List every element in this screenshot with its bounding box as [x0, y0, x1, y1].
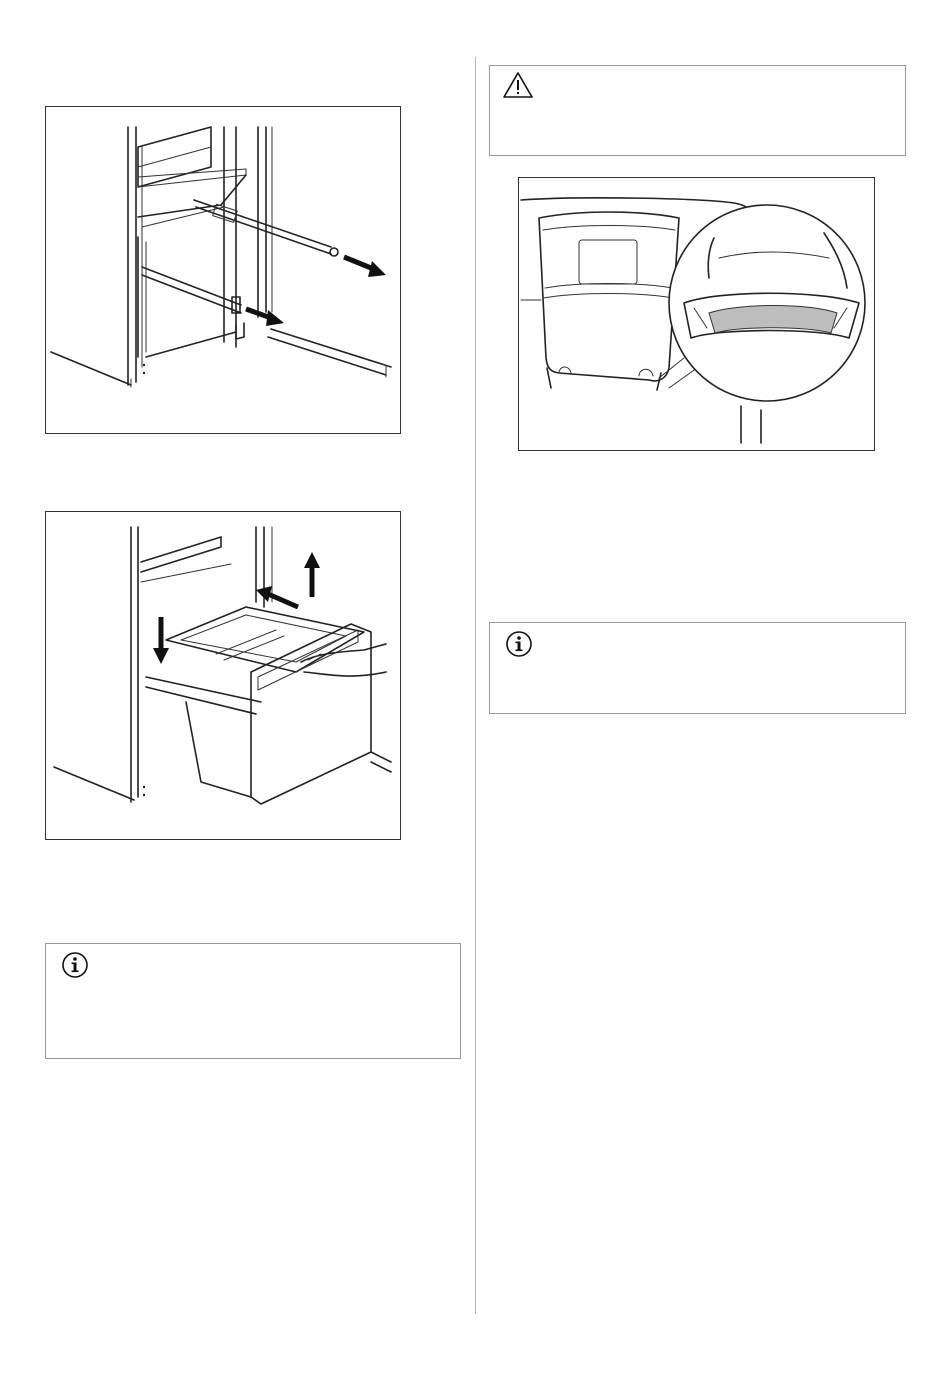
warning-notice-right	[489, 65, 906, 156]
info-circle-icon	[504, 629, 534, 659]
warning-triangle-icon	[502, 71, 534, 99]
figure-drawer-refit	[45, 511, 401, 840]
figure-drawer-handle-detail	[518, 177, 875, 451]
slide-rail-illustration	[46, 107, 400, 433]
column-divider	[475, 57, 476, 1314]
drawer-illustration	[46, 512, 400, 839]
drawer-detail-illustration	[519, 178, 874, 450]
info-circle-icon	[60, 950, 90, 980]
figure-rail-removal	[45, 106, 401, 434]
info-notice-left	[45, 943, 461, 1059]
info-notice-right	[489, 622, 906, 714]
